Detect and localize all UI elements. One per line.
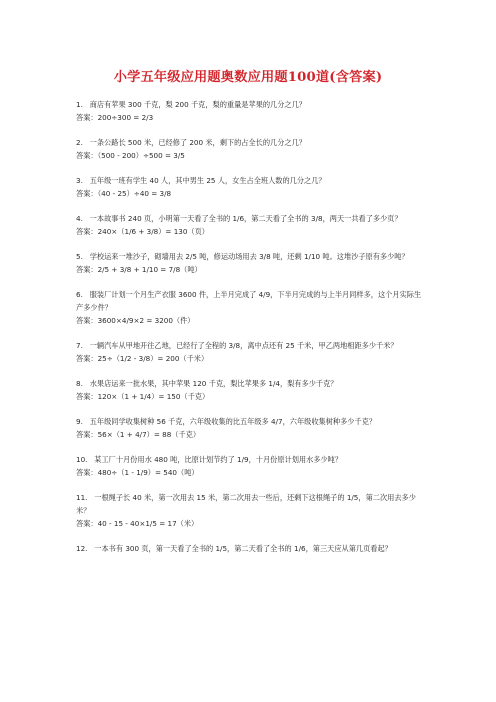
problem-answer: 答案：120×（1 + 1/4）= 150（千克）: [76, 392, 210, 401]
problem-answer: 答案：480÷（1 - 1/9）= 540（吨）: [76, 468, 199, 477]
problem-list: [76, 98, 426, 567]
problem-answer: 答案：3600×4/9×2 = 3200（件）: [76, 316, 195, 325]
problem-item: [76, 212, 426, 238]
problem-item: [76, 453, 426, 479]
problem-question: 9. 五年级同学收集树种 56 千克，六年级收集的比五年级多 4/7，六年级收集树种多少千克？: [76, 417, 377, 426]
problem-item: [76, 339, 426, 365]
problem-answer: 答案：240×（1/6 + 3/8）= 130（页）: [76, 227, 209, 236]
problem-answer: 答案：（500 - 200）÷500 = 3/5: [76, 151, 185, 160]
problem-answer: 答案：40 - 15 - 40×1/5 = 17（米）: [76, 519, 199, 528]
problem-item: [76, 377, 426, 403]
problem-question: 6. 服装厂计划一个月生产衣服 3600 件，上半月完成了 4/9，下半月完成的与上半月同样多，这个月实际生产多少件？: [76, 290, 422, 312]
problem-answer: 答案：（40 - 25）÷40 = 3/8: [76, 189, 172, 198]
problem-question: 10. 某工厂十月份用水 480 吨，比原计划节约了 1/9，十月份原计划用水多少吨？: [76, 455, 343, 464]
problem-answer: 答案：2/5 + 3/8 + 1/10 = 7/8（吨）: [76, 265, 202, 274]
problem-question: 1. 商店有苹果 300 千克，梨 200 千克，梨的重量是苹果的几分之几？: [76, 100, 306, 109]
document-title: 小学五年级应用题奥数应用题100道(含答案): [113, 70, 383, 85]
problem-question: 2. 一条公路长 500 米，已经修了 200 米，剩下的占全长的几分之几？: [76, 138, 306, 147]
problem-question: 5. 学校运来一堆沙子，砌墙用去 2/5 吨，修运动场用去 3/8 吨，还剩 1/10 吨。这堆沙子原有多少吨？: [76, 252, 409, 261]
problem-question: 3. 五年级一班有学生 40 人，其中男生 25 人，女生占全班人数的几分之几？: [76, 176, 326, 185]
problem-item: [76, 491, 426, 530]
problem-question: 4. 一本故事书 240 页，小明第一天看了全书的 1/6，第二天看了全书的 3/8，两天一共看了多少页？: [76, 214, 402, 223]
problem-answer: 答案：25÷（1/2 - 3/8）= 200（千米）: [76, 354, 209, 363]
problem-question: 7. 一辆汽车从甲地开往乙地，已经行了全程的 3/8，离中点还有 25 千米，甲乙两地相距多少千米？: [76, 341, 398, 350]
problem-answer: 答案：200÷300 = 2/3: [76, 113, 154, 122]
problem-item: [76, 542, 426, 555]
problem-answer: 答案：56×（1 + 4/7）= 88（千克）: [76, 430, 201, 439]
problem-item: [76, 288, 426, 327]
problem-question: 12. 一本书有 300 页，第一天看了全书的 1/5，第二天看了全书的 1/6，第三天应从第几页看起？: [76, 544, 392, 553]
problem-item: [76, 174, 426, 200]
problem-question: 11. 一根绳子长 40 米，第一次用去 15 米，第二次用去一些后，还剩下这根绳子的 1/5，第二次用去多少米？: [76, 493, 416, 515]
problem-item: [76, 250, 426, 276]
problem-item: [76, 98, 426, 124]
problem-question: 8. 水果店运来一批水果，其中苹果 120 千克，梨比苹果多 1/4，梨有多少千克？: [76, 379, 338, 388]
problem-item: [76, 415, 426, 441]
problem-item: [76, 136, 426, 162]
